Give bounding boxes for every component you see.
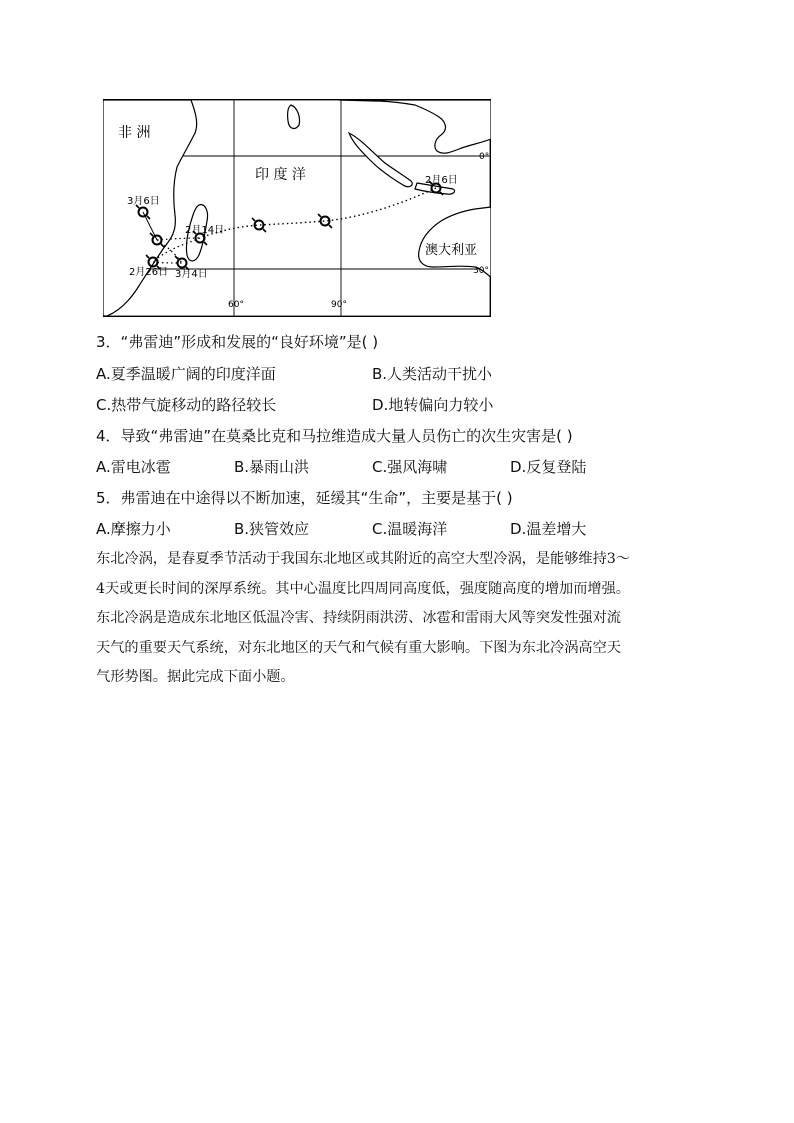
cyclone-track-line xyxy=(200,188,436,238)
question-5-option-c[interactable]: C.温暖海洋 xyxy=(372,520,448,538)
passage-line: 天气的重要天气系统，对东北地区的天气和气候有重大影响。下图为东北冷涡高空天 xyxy=(96,639,621,656)
question-4-option-a[interactable]: A.雷电冰雹 xyxy=(96,458,171,476)
question-3-option-c[interactable]: C.热带气旋移动的路径较长 xyxy=(96,396,277,414)
question-3-stem: 3．“弗雷迪”形成和发展的“良好环境”是( ) xyxy=(96,333,379,351)
question-4-option-d[interactable]: D.反复登陆 xyxy=(510,458,587,476)
label-lon60: 60° xyxy=(228,300,244,310)
label-australia: 澳大利亚 xyxy=(425,243,478,258)
question-5-option-a[interactable]: A.摩擦力小 xyxy=(96,520,171,538)
sumatra-island xyxy=(349,133,412,187)
cyclone-track-map xyxy=(103,99,491,317)
label-africa: 非 洲 xyxy=(118,125,151,141)
question-5-option-b[interactable]: B.狭管效应 xyxy=(234,520,310,538)
question-4-option-c[interactable]: C.强风海啸 xyxy=(372,458,448,476)
cyclone-symbol-mar4 xyxy=(175,256,189,270)
label-date-mar4: 3月4日 xyxy=(175,269,208,280)
passage-northeast-cold-vortex xyxy=(96,549,706,697)
passage-line: 气形势图。据此完成下面小题。 xyxy=(96,669,295,685)
label-lon90: 90° xyxy=(331,300,347,310)
label-date-feb26: 2月26日 xyxy=(129,267,169,278)
question-4-stem: 4．导致“弗雷迪”在莫桑比克和马拉维造成大量人员伤亡的次生灾害是( ) xyxy=(96,427,573,445)
passage-line: 东北冷涡是造成东北地区低温冷害、持续阴雨洪涝、冰雹和雷雨大风等突发性强对流 xyxy=(96,610,621,626)
sri-lanka-island xyxy=(288,105,300,128)
question-5-stem: 5．弗雷迪在中途得以不断加速，延缓其“生命”，主要是基于( ) xyxy=(96,489,513,507)
cyclone-symbol-mid2 xyxy=(252,218,266,232)
passage-line: 东北冷涡，是春夏季节活动于我国东北地区或其附近的高空大型冷涡，是能够维持3～ xyxy=(96,551,630,567)
passage-line: 4天或更长时间的深厚系统。其中心温度比四周同高度低，强度随高度的增加而增强。 xyxy=(96,580,630,597)
cyclone-symbol-mid1 xyxy=(318,214,332,228)
question-5-option-d[interactable]: D.温差增大 xyxy=(510,520,587,538)
label-date-feb14: 2月14日 xyxy=(185,225,225,236)
question-3-option-d[interactable]: D.地转偏向力较小 xyxy=(372,396,494,414)
label-lat0: 0° xyxy=(479,152,490,162)
question-3-option-a[interactable]: A.夏季温暖广阔的印度洋面 xyxy=(96,365,276,383)
label-indian-ocean: 印 度 洋 xyxy=(255,167,306,183)
map-svg xyxy=(103,99,491,317)
question-4-option-b[interactable]: B.暴雨山洪 xyxy=(234,458,310,476)
label-date-feb6: 2月6日 xyxy=(425,175,458,186)
question-3-option-b[interactable]: B.人类活动干扰小 xyxy=(372,365,493,383)
label-lat30: 30° xyxy=(473,266,489,276)
label-date-mar6: 3月6日 xyxy=(127,196,160,207)
